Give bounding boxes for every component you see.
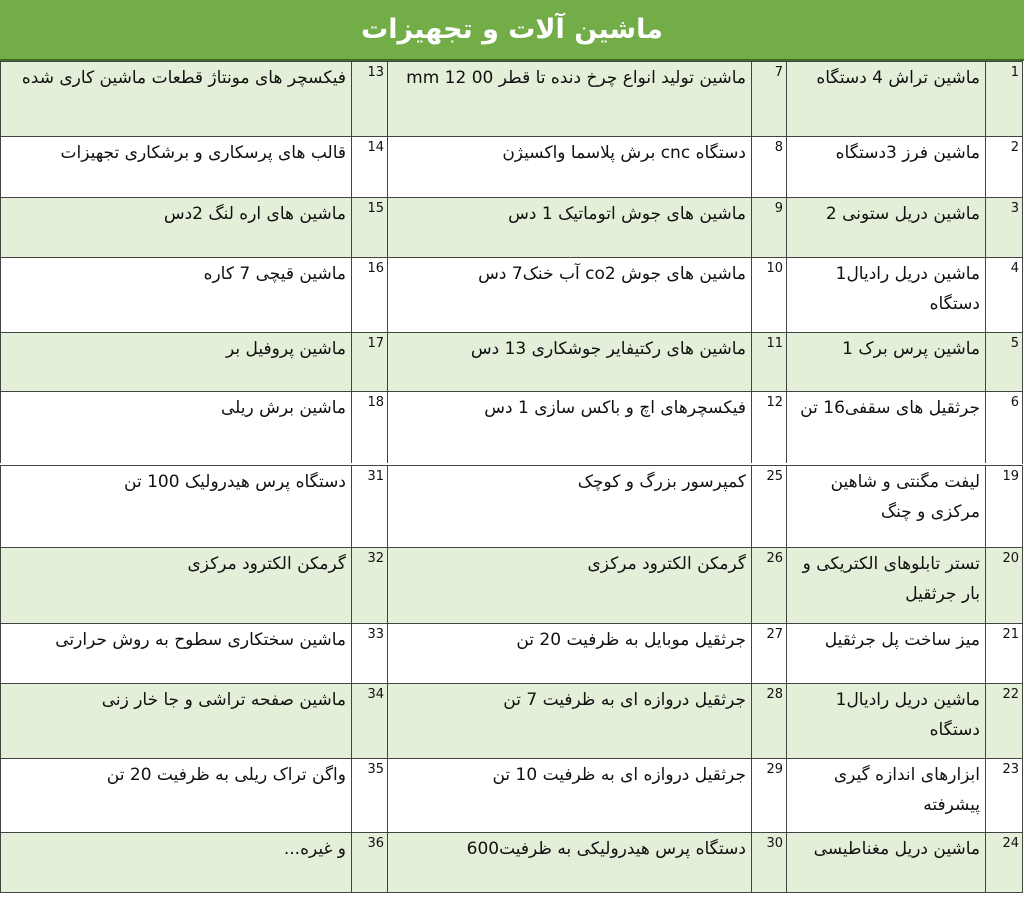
row-number: 24 [986,833,1023,893]
row-number: 34 [352,684,388,759]
table-row [1,624,1023,684]
row-number: 25 [752,466,787,548]
row-number: 15 [352,198,388,258]
page-title: ماشین آلات و تجهیزات [0,0,1024,61]
table-row [1,198,1023,258]
row-number: 17 [352,333,388,392]
equipment-item: ماشین تولید انواع چرخ دنده تا قطر mm 12 00 [388,62,752,137]
row-number: 32 [352,548,388,624]
equipment-item: ماشین برش ریلی [1,392,352,464]
row-number: 28 [752,684,787,759]
equipment-item: ماشین پروفیل بر [1,333,352,392]
row-number: 1 [986,62,1023,137]
row-number: 18 [352,392,388,464]
row-number: 27 [752,624,787,684]
equipment-item: جرثقیل دروازه ای به ظرفیت 7 تن [388,684,752,759]
row-number: 21 [986,624,1023,684]
row-number: 11 [752,333,787,392]
row-number: 7 [752,62,787,137]
row-number: 12 [752,392,787,464]
equipment-item: جرثقیل موبایل به ظرفیت 20 تن [388,624,752,684]
equipment-item: لیفت مگنتی و شاهین مرکزی و چنگ [787,466,986,548]
table-row [1,466,1023,548]
equipment-item: ماشین های جوش اتوماتیک 1 دس [388,198,752,258]
table-row [1,333,1023,392]
row-number: 14 [352,137,388,198]
equipment-item: ماشین صفحه تراشی و جا خار زنی [1,684,352,759]
row-number: 9 [752,198,787,258]
row-number: 19 [986,466,1023,548]
row-number: 4 [986,258,1023,333]
equipment-item: کمپرسور بزرگ و کوچک [388,466,752,548]
equipment-item: ماشین فرز 3دستگاه [787,137,986,198]
equipment-item: ماشین دریل رادیال1 دستگاه [787,684,986,759]
equipment-item: و غیره... [1,833,352,893]
table-row [1,833,1023,893]
equipment-item: گرمکن الکترود مرکزی [388,548,752,624]
equipment-item: گرمکن الکترود مرکزی [1,548,352,624]
equipment-item: ماشین سختکاری سطوح به روش حرارتی [1,624,352,684]
row-number: 10 [752,258,787,333]
equipment-table-1 [0,61,1023,464]
equipment-item: واگن تراک ریلی به ظرفیت 20 تن [1,759,352,833]
equipment-item: فیکسچرهای اچ و باکس سازی 1 دس [388,392,752,464]
table-row [1,137,1023,198]
row-number: 29 [752,759,787,833]
row-number: 3 [986,198,1023,258]
equipment-item: تستر تابلوهای الکتریکی و بار جرثقیل [787,548,986,624]
row-number: 2 [986,137,1023,198]
row-number: 26 [752,548,787,624]
row-number: 6 [986,392,1023,464]
row-number: 5 [986,333,1023,392]
row-number: 8 [752,137,787,198]
equipment-item: ماشین های جوش co2 آب خنک7 دس [388,258,752,333]
table-row [1,62,1023,137]
equipment-item: ماشین قیچی 7 کاره [1,258,352,333]
row-number: 23 [986,759,1023,833]
equipment-item: ماشین دریل مغناطیسی [787,833,986,893]
equipment-item: قالب های پرسکاری و برشکاری تجهیزات [1,137,352,198]
row-number: 20 [986,548,1023,624]
equipment-item: دستگاه پرس هیدرولیکی به ظرفیت600 [388,833,752,893]
equipment-item: میز ساخت پل جرثقیل [787,624,986,684]
table-row [1,684,1023,759]
equipment-item: ماشین پرس برک 1 [787,333,986,392]
row-number: 13 [352,62,388,137]
table-row [1,258,1023,333]
equipment-item: ماشین دریل رادیال1 دستگاه [787,258,986,333]
equipment-item: ماشین دریل ستونی 2 [787,198,986,258]
row-number: 36 [352,833,388,893]
equipment-table-2 [0,465,1023,893]
equipment-item: ابزارهای اندازه گیری پیشرفته [787,759,986,833]
equipment-item: ماشین تراش 4 دستگاه [787,62,986,137]
equipment-item: ماشین های رکتیفایر جوشکاری 13 دس [388,333,752,392]
equipment-item: دستگاه cnc برش پلاسما واکسیژن [388,137,752,198]
table-row [1,548,1023,624]
row-number: 30 [752,833,787,893]
equipment-item: دستگاه پرس هیدرولیک 100 تن [1,466,352,548]
row-number: 33 [352,624,388,684]
row-number: 31 [352,466,388,548]
row-number: 16 [352,258,388,333]
equipment-item: فیکسچر های مونتاژ قطعات ماشین کاری شده [1,62,352,137]
equipment-item: ماشین های اره لنگ 2دس [1,198,352,258]
row-number: 22 [986,684,1023,759]
table-row [1,392,1023,464]
row-number: 35 [352,759,388,833]
equipment-item: جرثقیل دروازه ای به ظرفیت 10 تن [388,759,752,833]
equipment-item: جرثقیل های سقفی16 تن [787,392,986,464]
table-row [1,759,1023,833]
